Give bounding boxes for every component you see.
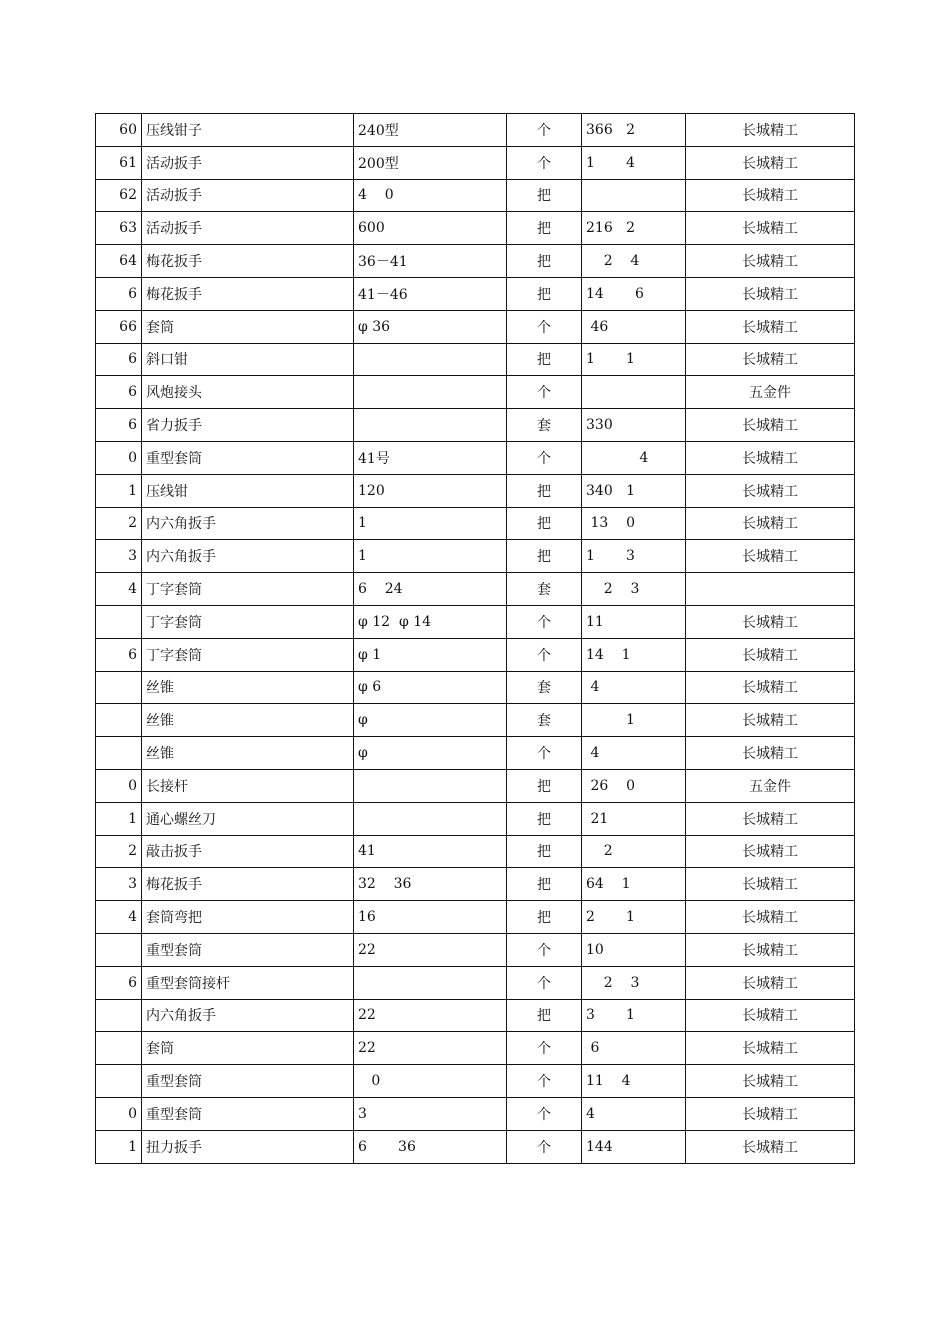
unit-cell: 个 [507,310,582,343]
unit-cell: 把 [507,179,582,212]
item-name-cell: 内六角扳手 [142,999,354,1032]
item-spec-cell: φ [354,737,507,770]
item-spec-cell [354,409,507,442]
item-spec-cell: 240型 [354,114,507,147]
unit-cell: 个 [507,966,582,999]
unit-cell: 把 [507,277,582,310]
unit-cell: 把 [507,540,582,573]
quantity-cell: 2 3 [582,966,686,999]
brand-cell: 长城精工 [686,868,855,901]
table-row [96,769,855,802]
quantity-cell: 4 [582,441,686,474]
row-number-cell: 61 [96,146,142,179]
brand-cell: 长城精工 [686,310,855,343]
brand-cell: 长城精工 [686,1097,855,1130]
row-number-cell: 2 [96,507,142,540]
item-name-cell: 套筒弯把 [142,901,354,934]
quantity-cell: 2 4 [582,245,686,278]
quantity-cell [582,179,686,212]
item-spec-cell: 3 [354,1097,507,1130]
item-spec-cell: φ 12 φ 14 [354,605,507,638]
table-row [96,704,855,737]
quantity-cell: 1 4 [582,146,686,179]
item-spec-cell: 41号 [354,441,507,474]
brand-cell: 五金件 [686,769,855,802]
brand-cell: 长城精工 [686,507,855,540]
quantity-cell: 1 [582,704,686,737]
unit-cell: 把 [507,835,582,868]
item-name-cell: 活动扳手 [142,212,354,245]
table-row [96,573,855,606]
table-row [96,868,855,901]
table-row [96,441,855,474]
table-row [96,409,855,442]
table-row [96,245,855,278]
item-name-cell: 梅花扳手 [142,245,354,278]
quantity-cell: 4 [582,737,686,770]
item-spec-cell: 0 [354,1065,507,1098]
item-spec-cell: 6 24 [354,573,507,606]
item-spec-cell [354,966,507,999]
unit-cell: 把 [507,245,582,278]
table-row [96,802,855,835]
quantity-cell: 2 3 [582,573,686,606]
brand-cell: 长城精工 [686,901,855,934]
item-name-cell: 重型套筒接杆 [142,966,354,999]
table-row [96,277,855,310]
quantity-cell: 1 3 [582,540,686,573]
brand-cell: 长城精工 [686,474,855,507]
unit-cell: 把 [507,901,582,934]
table-row [96,507,855,540]
item-name-cell: 内六角扳手 [142,507,354,540]
item-name-cell: 丁字套筒 [142,638,354,671]
brand-cell: 长城精工 [686,343,855,376]
row-number-cell: 0 [96,1097,142,1130]
brand-cell: 长城精工 [686,1130,855,1163]
item-spec-cell [354,343,507,376]
item-spec-cell: 600 [354,212,507,245]
row-number-cell: 6 [96,638,142,671]
row-number-cell [96,1032,142,1065]
row-number-cell: 0 [96,441,142,474]
row-number-cell [96,605,142,638]
row-number-cell: 0 [96,769,142,802]
quantity-cell: 216 2 [582,212,686,245]
item-name-cell: 丁字套筒 [142,573,354,606]
item-spec-cell: 200型 [354,146,507,179]
unit-cell: 把 [507,474,582,507]
quantity-cell: 1 1 [582,343,686,376]
row-number-cell: 6 [96,376,142,409]
table-row [96,999,855,1032]
unit-cell: 个 [507,114,582,147]
quantity-cell: 4 [582,671,686,704]
unit-cell: 个 [507,1065,582,1098]
item-name-cell: 梅花扳手 [142,868,354,901]
unit-cell: 个 [507,1032,582,1065]
item-spec-cell: 120 [354,474,507,507]
quantity-cell: 366 2 [582,114,686,147]
unit-cell: 把 [507,507,582,540]
row-number-cell: 1 [96,802,142,835]
row-number-cell: 63 [96,212,142,245]
item-name-cell: 套筒 [142,310,354,343]
brand-cell: 长城精工 [686,933,855,966]
row-number-cell [96,999,142,1032]
unit-cell: 个 [507,441,582,474]
row-number-cell [96,737,142,770]
row-number-cell: 1 [96,1130,142,1163]
brand-cell: 长城精工 [686,212,855,245]
brand-cell: 长城精工 [686,966,855,999]
inventory-table [95,113,855,1164]
brand-cell: 长城精工 [686,540,855,573]
table-row [96,376,855,409]
item-spec-cell: 1 [354,540,507,573]
unit-cell: 把 [507,212,582,245]
item-spec-cell: 41 [354,835,507,868]
quantity-cell: 144 [582,1130,686,1163]
item-name-cell: 套筒 [142,1032,354,1065]
quantity-cell: 14 1 [582,638,686,671]
unit-cell: 把 [507,868,582,901]
unit-cell: 套 [507,704,582,737]
quantity-cell: 340 1 [582,474,686,507]
row-number-cell: 62 [96,179,142,212]
row-number-cell: 6 [96,343,142,376]
brand-cell: 长城精工 [686,671,855,704]
row-number-cell [96,671,142,704]
item-name-cell: 风炮接头 [142,376,354,409]
table-row [96,310,855,343]
row-number-cell: 4 [96,573,142,606]
table-row [96,114,855,147]
table-row [96,671,855,704]
item-spec-cell: 6 36 [354,1130,507,1163]
row-number-cell [96,704,142,737]
row-number-cell: 4 [96,901,142,934]
item-spec-cell: φ [354,704,507,737]
item-spec-cell: 22 [354,1032,507,1065]
quantity-cell: 10 [582,933,686,966]
item-spec-cell: 22 [354,999,507,1032]
table-row [96,1032,855,1065]
table-row [96,605,855,638]
table-row [96,1130,855,1163]
quantity-cell: 11 [582,605,686,638]
table-row [96,1065,855,1098]
table-row [96,146,855,179]
unit-cell: 个 [507,1097,582,1130]
brand-cell: 长城精工 [686,1032,855,1065]
row-number-cell: 66 [96,310,142,343]
item-name-cell: 省力扳手 [142,409,354,442]
item-spec-cell: φ 6 [354,671,507,704]
item-name-cell: 通心螺丝刀 [142,802,354,835]
unit-cell: 把 [507,802,582,835]
quantity-cell: 4 [582,1097,686,1130]
unit-cell: 个 [507,1130,582,1163]
item-name-cell: 压线钳子 [142,114,354,147]
table-row [96,179,855,212]
brand-cell: 长城精工 [686,638,855,671]
table-body [96,114,855,1164]
brand-cell: 长城精工 [686,179,855,212]
item-name-cell: 重型套筒 [142,933,354,966]
table-row [96,966,855,999]
row-number-cell: 3 [96,868,142,901]
item-name-cell: 长接杆 [142,769,354,802]
unit-cell: 把 [507,999,582,1032]
table-row [96,737,855,770]
brand-cell: 长城精工 [686,1065,855,1098]
row-number-cell: 1 [96,474,142,507]
item-name-cell: 丝锥 [142,671,354,704]
item-spec-cell: 32 36 [354,868,507,901]
quantity-cell: 3 1 [582,999,686,1032]
item-name-cell: 丁字套筒 [142,605,354,638]
row-number-cell: 6 [96,409,142,442]
unit-cell: 套 [507,573,582,606]
quantity-cell: 330 [582,409,686,442]
brand-cell: 长城精工 [686,704,855,737]
table-row [96,638,855,671]
quantity-cell [582,376,686,409]
quantity-cell: 64 1 [582,868,686,901]
item-name-cell: 斜口钳 [142,343,354,376]
item-spec-cell: 16 [354,901,507,934]
quantity-cell: 2 [582,835,686,868]
item-name-cell: 压线钳 [142,474,354,507]
table-row [96,933,855,966]
item-spec-cell: 41－46 [354,277,507,310]
unit-cell: 个 [507,933,582,966]
item-spec-cell [354,769,507,802]
item-spec-cell: 1 [354,507,507,540]
brand-cell: 长城精工 [686,409,855,442]
item-name-cell: 扭力扳手 [142,1130,354,1163]
item-spec-cell: 22 [354,933,507,966]
brand-cell: 长城精工 [686,737,855,770]
quantity-cell: 26 0 [582,769,686,802]
quantity-cell: 2 1 [582,901,686,934]
brand-cell: 长城精工 [686,441,855,474]
item-spec-cell: 36－41 [354,245,507,278]
row-number-cell: 60 [96,114,142,147]
brand-cell: 长城精工 [686,114,855,147]
brand-cell: 长城精工 [686,835,855,868]
row-number-cell [96,933,142,966]
item-name-cell: 活动扳手 [142,146,354,179]
item-name-cell: 重型套筒 [142,441,354,474]
brand-cell: 长城精工 [686,277,855,310]
item-name-cell: 丝锥 [142,704,354,737]
table-row [96,901,855,934]
quantity-cell: 13 0 [582,507,686,540]
item-spec-cell [354,802,507,835]
row-number-cell: 6 [96,966,142,999]
item-name-cell: 内六角扳手 [142,540,354,573]
row-number-cell: 64 [96,245,142,278]
brand-cell: 五金件 [686,376,855,409]
row-number-cell: 3 [96,540,142,573]
table-row [96,474,855,507]
unit-cell: 个 [507,638,582,671]
row-number-cell [96,1065,142,1098]
unit-cell: 个 [507,737,582,770]
row-number-cell: 2 [96,835,142,868]
row-number-cell: 6 [96,277,142,310]
item-name-cell: 活动扳手 [142,179,354,212]
item-name-cell: 梅花扳手 [142,277,354,310]
unit-cell: 把 [507,769,582,802]
item-name-cell: 重型套筒 [142,1065,354,1098]
quantity-cell: 6 [582,1032,686,1065]
item-spec-cell: 4 0 [354,179,507,212]
quantity-cell: 46 [582,310,686,343]
item-spec-cell: φ 1 [354,638,507,671]
brand-cell: 长城精工 [686,146,855,179]
unit-cell: 个 [507,605,582,638]
quantity-cell: 11 4 [582,1065,686,1098]
table-row [96,343,855,376]
table-row [96,540,855,573]
item-name-cell: 敲击扳手 [142,835,354,868]
brand-cell: 长城精工 [686,802,855,835]
item-spec-cell: φ 36 [354,310,507,343]
unit-cell: 把 [507,343,582,376]
item-spec-cell [354,376,507,409]
quantity-cell: 14 6 [582,277,686,310]
unit-cell: 套 [507,409,582,442]
table-row [96,1097,855,1130]
quantity-cell: 21 [582,802,686,835]
unit-cell: 套 [507,671,582,704]
brand-cell: 长城精工 [686,999,855,1032]
unit-cell: 个 [507,376,582,409]
table-row [96,835,855,868]
unit-cell: 个 [507,146,582,179]
brand-cell: 长城精工 [686,605,855,638]
table-row [96,212,855,245]
item-name-cell: 重型套筒 [142,1097,354,1130]
brand-cell: 长城精工 [686,245,855,278]
brand-cell [686,573,855,606]
item-name-cell: 丝锥 [142,737,354,770]
